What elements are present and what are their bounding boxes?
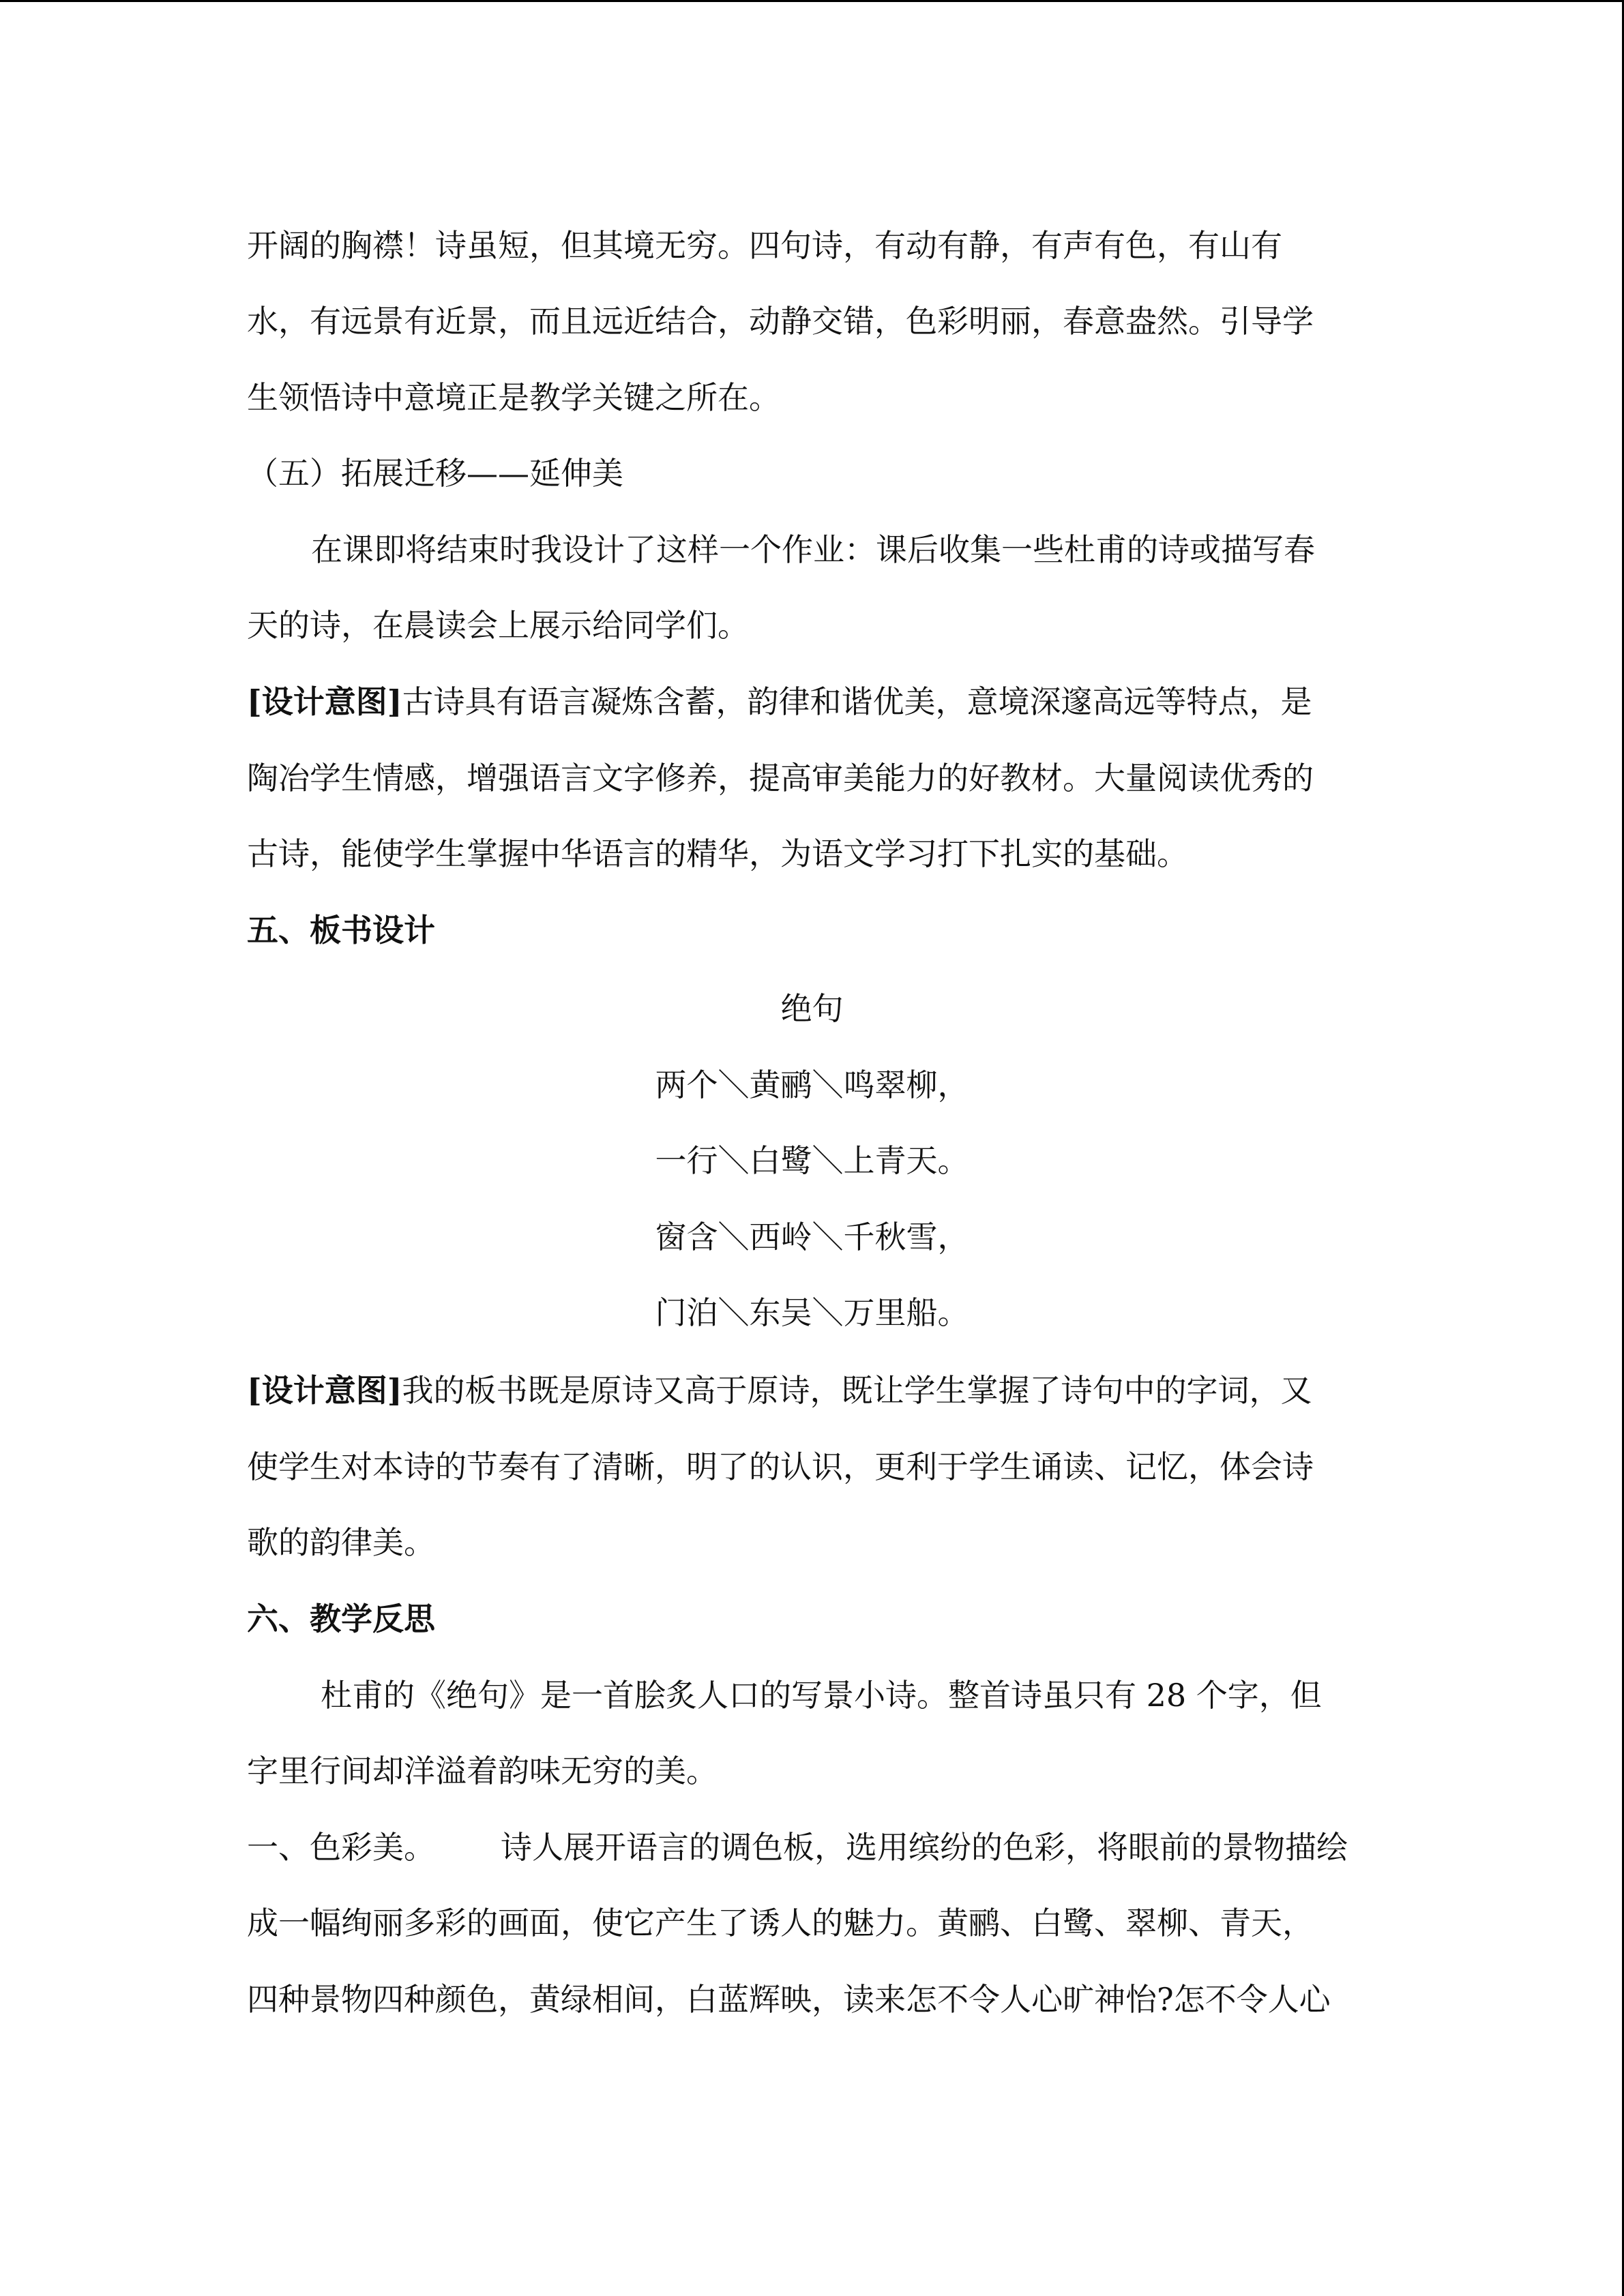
design-intent-2-line-1 (247, 1370, 1312, 1411)
heading-teaching-reflection: 六、教学反思 (247, 1600, 435, 1637)
design-intent-1-line-2: 陶冶学生情感，增强语言文字修养，提高审美能力的好教材。大量阅读优秀的 (247, 760, 1314, 796)
color-beauty-line-3: 四种景物四种颜色，黄绿相间，白蓝辉映，读来怎不令人心旷神怡?怎不令人心 (247, 1981, 1331, 2018)
color-beauty-line-2: 成一幅绚丽多彩的画面，使它产生了诱人的魅力。黄鹂、白鹭、翠柳、青天， (247, 1905, 1314, 1941)
section-five-subheading: （五）拓展迁移——延伸美 (247, 455, 623, 492)
intro-line-3: 生领悟诗中意境正是教学关键之所在。 (247, 379, 780, 416)
reflection-line-2: 字里行间却洋溢着韵味无穷的美。 (247, 1753, 718, 1789)
intro-line-1: 开阔的胸襟！诗虽短，但其境无穷。四句诗，有动有静，有声有色，有山有 (247, 227, 1282, 264)
design-intent-label: [设计意图] (247, 683, 402, 720)
design-intent-1-line-1 (247, 681, 1312, 722)
design-intent-2-line-2: 使学生对本诗的节奏有了清晰，明了的认识，更利于学生诵读、记忆，体会诗 (247, 1448, 1314, 1485)
design-intent-2-line-3: 歌的韵律美。 (247, 1524, 435, 1561)
intro-line-2: 水，有远景有近景，而且远近结合，动静交错，色彩明丽，春意盎然。引导学 (247, 303, 1314, 340)
homework-line-1: 在课即将结束时我设计了这样一个作业：课后收集一些杜甫的诗或描写春 (311, 531, 1315, 568)
page-top-border (0, 0, 1624, 2)
board-line-3: 窗含＼西岭＼千秋雪， (655, 1219, 969, 1255)
design-intent-label: [设计意图] (247, 1372, 402, 1409)
design-intent-2-text: 我的板书既是原诗又高于原诗，既让学生掌握了诗句中的字词，又 (402, 1372, 1312, 1409)
board-line-1: 两个＼黄鹂＼鸣翠柳， (655, 1067, 969, 1103)
heading-board-design: 五、板书设计 (247, 912, 435, 949)
board-title: 绝句 (780, 990, 844, 1027)
homework-line-2: 天的诗，在晨读会上展示给同学们。 (247, 607, 749, 644)
color-beauty-text: 诗人展开语言的调色板，选用缤纷的色彩，将眼前的景物描绘 (501, 1829, 1348, 1866)
board-line-2: 一行＼白鹭＼上青天。 (655, 1142, 969, 1179)
board-line-4: 门泊＼东吴＼万里船。 (655, 1294, 969, 1331)
color-beauty-line-1 (247, 1827, 1348, 1868)
design-intent-1-line-3: 古诗，能使学生掌握中华语言的精华，为语文学习打下扎实的基础。 (247, 835, 1188, 872)
reflection-line-1: 杜甫的《绝句》是一首脍炙人口的写景小诗。整首诗虽只有 28 个字，但 (321, 1677, 1322, 1714)
color-beauty-label: 一、色彩美。 (247, 1829, 435, 1866)
design-intent-1-text: 古诗具有语言凝炼含蓄，韵律和谐优美，意境深邃高远等特点，是 (402, 683, 1312, 720)
